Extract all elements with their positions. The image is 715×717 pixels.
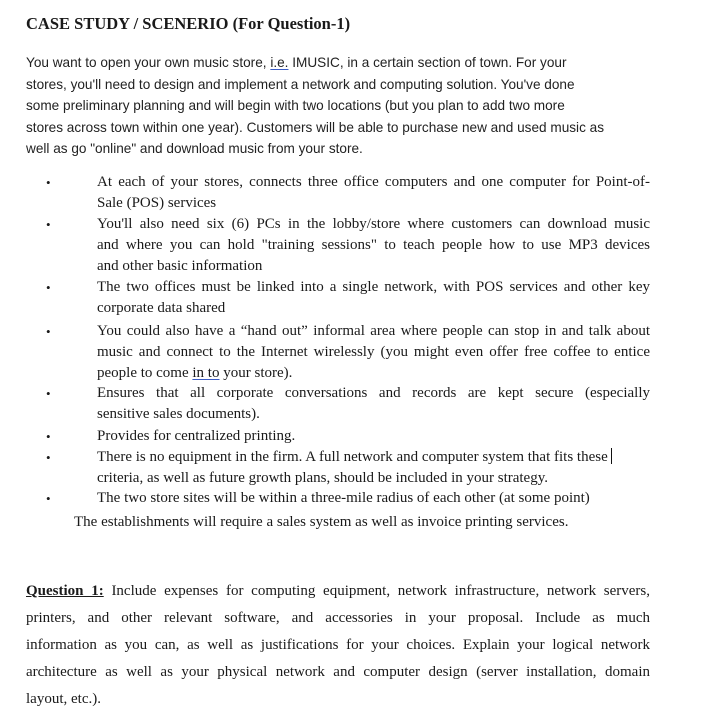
intro-line: stores across town within one year). Customers will be able to purchase new and used music as <box>26 119 605 135</box>
bullet-icon: • <box>46 491 51 506</box>
intro-paragraph <box>26 52 666 160</box>
bullet-icon: • <box>46 175 51 190</box>
question-1-paragraph: Question 1: Include expenses for computing equipment, network infrastructure, network servers, printers, and other relevant software, and accessories in your proposal. Include as much information as you can, as well as justifications for your choices. Explain your logical network architecture as well as your physical network and computer design (server installation, domain layout, etc.). <box>26 583 650 707</box>
intro-line: You want to open your own music store, i.e. IMUSIC, in a certain section of town. For your <box>26 55 567 70</box>
bullet-icon: • <box>46 324 51 339</box>
bullet-icon: • <box>46 386 51 401</box>
intro-line: well as go "online" and download music from your store. <box>26 141 363 156</box>
bullet-icon: • <box>46 280 51 295</box>
closing-sentence: The establishments will require a sales system as well as invoice printing services. <box>74 514 569 530</box>
bullet-icon: • <box>46 450 51 465</box>
bullet-icon: • <box>46 217 51 232</box>
in-to-underlined-text: in to <box>192 365 220 381</box>
document-page: CASE STUDY / SCENERIO (For Question-1) You want to open your own music store, i.e. IMUSIC, in a certain section of town. For your stores, you'll need to design and implement a network and computing solution. You've done some preliminary planning and will begin with two locations (but you plan to add two more stores across town within one year). Customers will be able to purchase new and used music as well as go "online" and download music from your store. • At each of your stores, connects three office computers and one computer for Point-of- Sale (POS) services • You'll also need six (6) PCs in the lobby/store where customers can download music and where you can hold "training sessions" to teach people how to use MP3 devices and other basic information • The two offices must be linked into a single network, with POS services and other key corporate data shared • You could also have a “hand out” informal area where people can stop in and talk about music and connect to the Internet wirelessly (you might even offer free coffee to entice people to come in to your store). • Ensures that all corporate conversations and records are kept secure (especially sensitive sales documents). • Provides for centralized printing. • There is no equipment in the firm. A full network and computer system that fits these criteria, as well as future growth plans, should be included in your strategy. • The two store sites will be within a three-mile radius of each other (at some point) The establishments will require a sales system as well as invoice printing services. Question 1: Include expenses for computing equipment, network infrastructure, network servers, printers, and other relevant software, and accessories in your proposal. Include as much information as you can, as well as justifications for your choices. Explain your logical network architecture as well as your physical network and computer design (server installation, domain layout, etc.). <box>0 0 715 717</box>
intro-line: stores, you'll need to design and implement a network and computing solution. You've done <box>26 76 575 92</box>
text-cursor <box>611 448 612 464</box>
bullet-icon: • <box>46 429 51 444</box>
intro-line: some preliminary planning and will begin with two locations (but you plan to add two more <box>26 98 565 113</box>
case-study-heading: CASE STUDY / SCENERIO (For Question-1) <box>26 14 351 33</box>
ie-link-text: i.e. <box>270 55 289 70</box>
question-label: Question 1: <box>26 583 104 599</box>
